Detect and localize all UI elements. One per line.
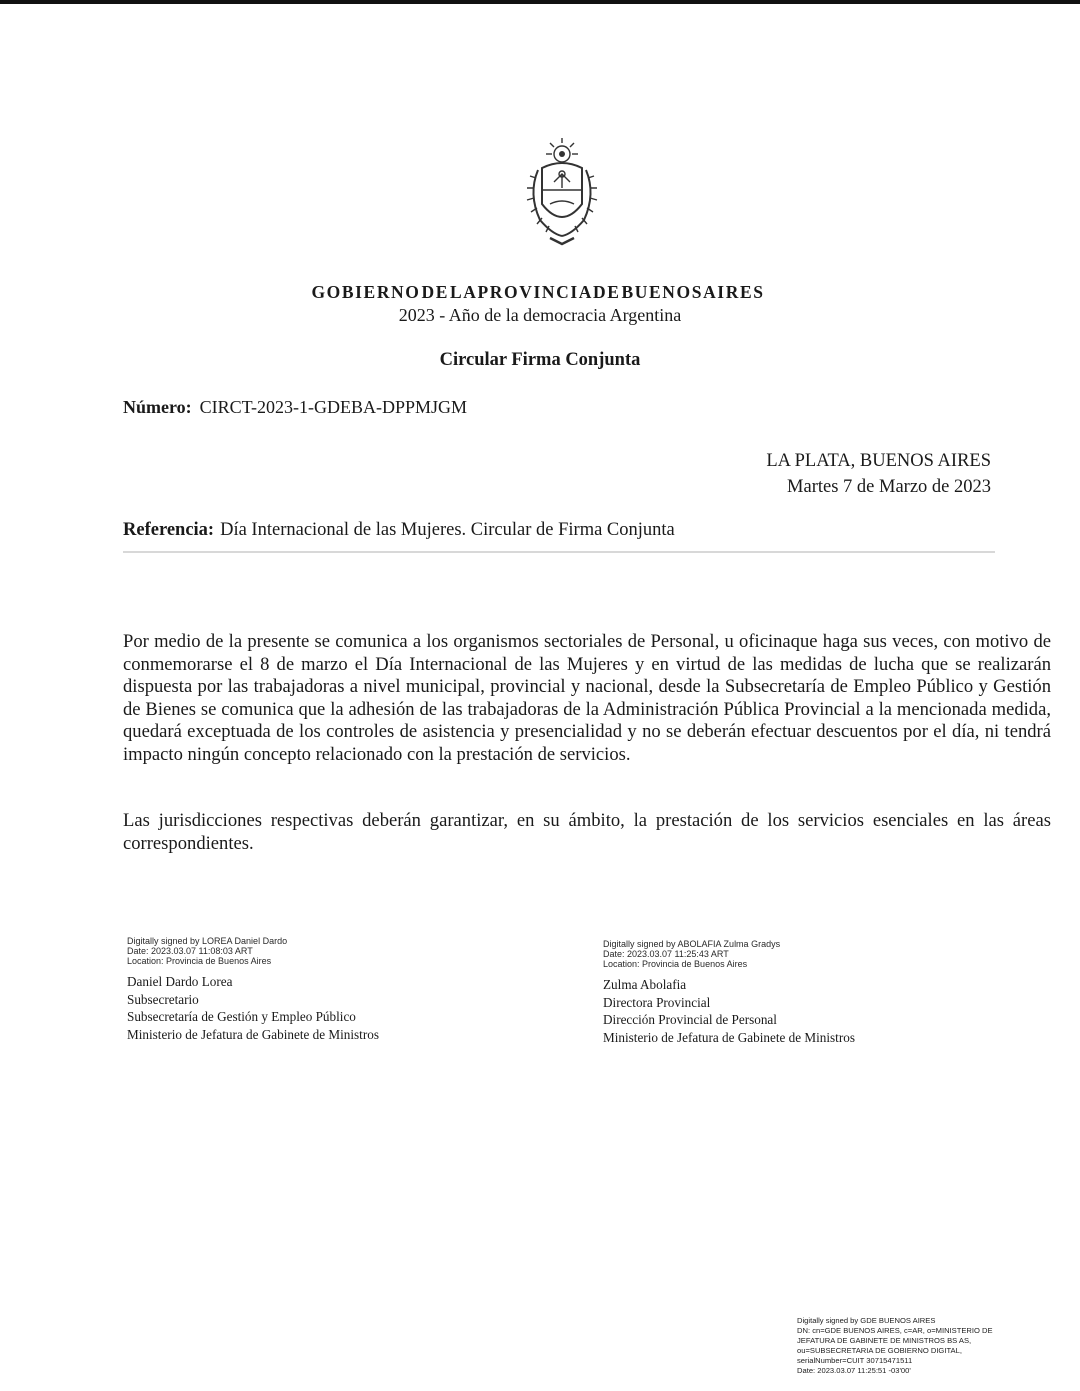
signer-office: Dirección Provincial de Personal <box>603 1012 777 1027</box>
gde-line: ou=SUBSECRETARIA DE GOBIERNO DIGITAL, <box>797 1346 962 1355</box>
divider <box>123 551 995 553</box>
gde-line: JEFATURA DE GABINETE DE MINISTROS BS AS, <box>797 1336 972 1345</box>
top-edge-bar <box>0 0 1080 4</box>
gde-line: Digitally signed by GDE BUENOS AIRES <box>797 1316 936 1325</box>
gde-line: Date: 2023.03.07 11:25:51 -03'00' <box>797 1366 911 1375</box>
government-title: GOBIERNO DE LA PROVINCIA DE BUENOS AIRES <box>311 282 765 302</box>
digital-location: Location: Provincia de Buenos Aires <box>127 956 272 966</box>
signer-ministry: Ministerio de Jefatura de Gabinete de Ministros <box>127 1026 379 1042</box>
gde-digital-signature <box>797 1316 1067 1376</box>
digital-location: Location: Provincia de Buenos Aires <box>603 959 748 969</box>
document-date: Martes 7 de Marzo de 2023 <box>787 477 991 497</box>
document-number-label: Número: <box>123 397 192 417</box>
document-number-value: CIRCT-2023-1-GDEBA-DPPMJGM <box>199 397 468 417</box>
digital-signed-by: Digitally signed by LOREA Daniel Dardo <box>127 936 288 946</box>
signer-name: Zulma Abolafia <box>603 977 687 992</box>
signer-role: Subsecretario <box>127 991 199 1007</box>
signer-role: Directora Provincial <box>603 994 711 1010</box>
signer-ministry: Ministerio de Jefatura de Gabinete de Ministros <box>603 1029 855 1045</box>
digital-signature-stamp <box>127 936 379 966</box>
signer-name: Daniel Dardo Lorea <box>127 974 233 989</box>
reference-label: Referencia: <box>123 520 215 540</box>
digital-date: Date: 2023.03.07 11:25:43 ART <box>603 949 729 959</box>
digital-signature-stamp <box>603 939 855 969</box>
reference <box>123 520 675 541</box>
gde-line: serialNumber=CUIT 30715471511 <box>797 1356 913 1365</box>
signature-block-lorea <box>127 936 379 1043</box>
document-type-title: Circular Firma Conjunta <box>439 350 641 370</box>
provincial-coat-of-arms-icon <box>516 134 608 248</box>
place-city: LA PLATA, BUENOS AIRES <box>766 451 991 471</box>
gde-line: DN: cn=GDE BUENOS AIRES, c=AR, o=MINISTERIO DE <box>797 1326 993 1335</box>
reference-value: Día Internacional de las Mujeres. Circular de Firma Conjunta <box>220 520 675 540</box>
document-number <box>123 397 467 418</box>
place-and-date <box>766 448 991 500</box>
digital-date: Date: 2023.03.07 11:08:03 ART <box>127 946 253 956</box>
body-paragraph-2: Las jurisdicciones respectivas deberán garantizar, en su ámbito, la prestación de los servicios esenciales en las áreas correspondientes. <box>123 810 1051 854</box>
digital-signed-by: Digitally signed by ABOLAFIA Zulma Gradys <box>603 939 781 949</box>
signature-block-abolafia <box>603 939 855 1046</box>
body-paragraph-1: Por medio de la presente se comunica a los organismos sectoriales de Personal, u oficinaque haga sus veces, con motivo de conmemorarse el 8 de marzo el Día Internacional de las Mujeres y en virtud de las medidas de lucha que se realizarán dispuesta por las trabajadoras a nivel municipal, provincial y nacional, desde la Subsecretaría de Empleo Público y Gestión de Bienes se comunica que la adhesión de las trabajadoras de la Administración Pública Provincial a la mencionada medida, quedará exceptuada de los controles de asistencia y presencialidad y no se deberán efectuar descuentos por el día, ni tendrá impacto ningún concepto relacionado con la prestación de servicios. <box>123 631 1051 765</box>
year-motto: 2023 - Año de la democracia Argentina <box>398 305 682 325</box>
signer-office: Subsecretaría de Gestión y Empleo Público <box>127 1009 356 1024</box>
